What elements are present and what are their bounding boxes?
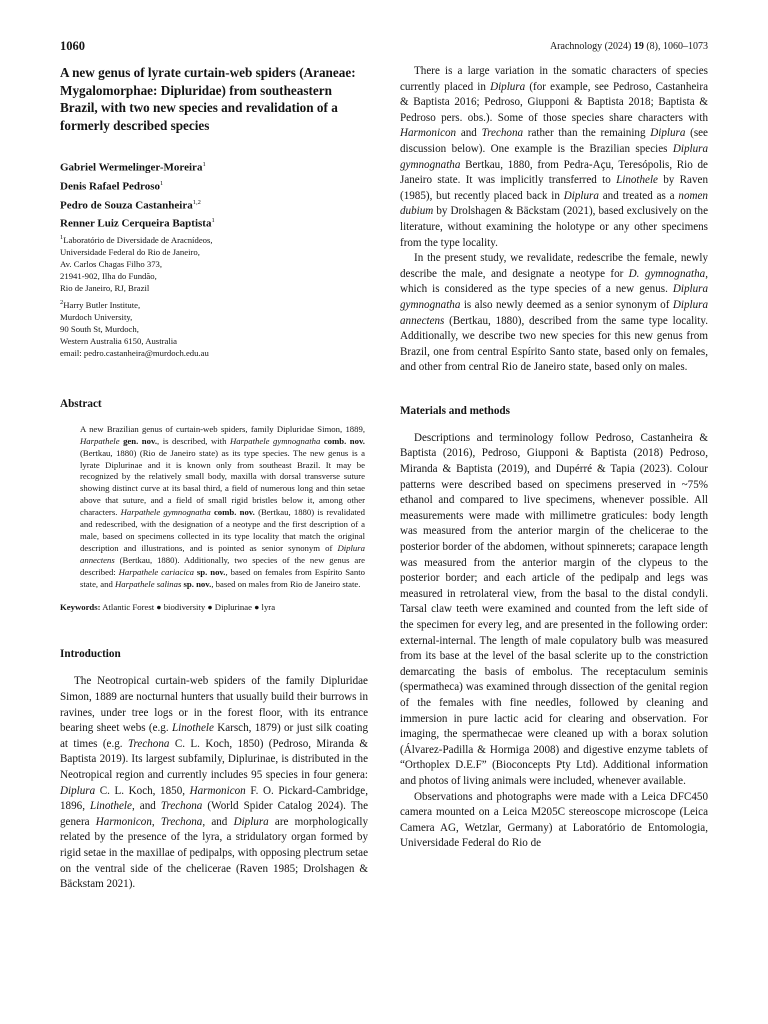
affiliation-2 — [60, 297, 368, 359]
author-name: Renner Luiz Cerqueira Baptista — [60, 218, 212, 230]
introduction-heading: Introduction — [60, 648, 121, 661]
affiliation-marker: 2 — [60, 299, 64, 307]
page-number: 1060 — [60, 39, 85, 53]
keywords-label: Keywords: — [60, 601, 101, 612]
right-column — [400, 64, 708, 852]
affiliation-line: Western Australia 6150, Australia — [60, 336, 178, 347]
left-column — [60, 64, 368, 893]
introduction-paragraph: There is a large variation in the somatic characters of species currently placed in Diplura (for example, see Pedroso, Castanheira & Baptista 2016; Pedroso, Giupponi & Baptista 2018; Baptista & Pedroso pers. obs.). Some of those species share characters with Harmonicon and Trechona rather than the remaining Diplura (see discussion below). One example is the Brazilian species Diplura gymnognatha Bertkau, 1880, from Pedra-Açu, Teresópolis, Rio de Janeiro state. It was implicitly transferred to Linothele by Raven (1985), but recently placed back in Diplura and treated as a nomen dubium by Drolshagen & Bäckstam (2021), based exclusively on the literature, without examining the holotype or any other specimens from the type locality. — [400, 65, 708, 249]
keywords — [60, 602, 368, 614]
affiliation-line: Laboratório de Diversidade de Aracnídeos, — [63, 234, 213, 245]
author-affiliation-marker: 1 — [160, 180, 164, 188]
article-title: A new genus of lyrate curtain-web spiders (Araneae: Mygalomorphae: Dipluridae) from southeastern Brazil, with two new species and revalidation of a formerly described species — [60, 65, 356, 133]
affiliation-marker: 1 — [60, 234, 64, 241]
abstract-heading: Abstract — [60, 397, 102, 410]
affiliation-line: Rio de Janeiro, RJ, Brazil — [60, 282, 150, 293]
journal-name: Arachnology (2024) — [549, 41, 634, 52]
affiliation-1 — [60, 232, 368, 294]
author-name: Denis Rafael Pedroso — [60, 180, 161, 193]
corresponding-email[interactable]: email: pedro.castanheira@murdoch.edu.au — [60, 347, 209, 358]
affiliation-line: 21941-902, Ilha do Fundão, — [60, 270, 157, 281]
affiliation-line: Universidade Federal do Rio de Janeiro, — [60, 246, 200, 257]
materials-paragraph: Descriptions and terminology follow Pedroso, Castanheira & Baptista (2016), Pedroso, Giupponi & Baptista (2018) Pedroso, Miranda & Baptista (2019), and Dupérré & Tapia (2023). Colour patterns were described based on specimens preserved in ~75% ethanol and compared to live specimens, whenever possible. All measurements were made with millimetre graticules: body length was measured from the anterior margin of the chelicerae to the posterior border of the abdomen, without spinnerets; carapace length was measured from the anterior margin of the clypeus to the posterior border; and each article of the pedipalp and legs was measured in retrolateral view, from the basal to the distal condyli. Tarsal claw teeth were examined and counted from the left side of the specimen for every leg, and are presented in the following order: external-internal. The length of male copulatory bulb was measured from its base at the level of the basal sclerite up to the constriction demarcating the basis of embolus. The receptaculum seminis (spermatheca) was examined through dissection of the genital region of the females with fine needles, followed by cleaning and immersion in pure lactic acid for clearing and observation. For imaging, the spermathecae were cleaned up with a borax solution (Álvarez-Padilla & Hormiga 2008) and digestive enzyme tablets of “Orthoplex D.E.F” (Bioconcepts Pty Ltd). Additional information and photos of living animals were included, whenever available. — [400, 431, 708, 787]
author-affiliation-marker: 1,2 — [192, 198, 201, 206]
author-name: Gabriel Wermelinger-Moreira — [60, 162, 203, 175]
materials-methods-heading: Materials and methods — [400, 404, 511, 417]
introduction-paragraph: In the present study, we revalidate, redescribe the female, newly describe the male, and designate a neotype for D. gymnognatha, which is considered as the type species of a new genus. Diplura gymnognatha is also newly deemed as a senior synonym of Diplura annectens (Bertkau, 1880), described from the same type locality. Additionally, we describe two new species for this new genus from Brazil, one from central Espírito Santo state, based only on females, and other from central Rio de Janeiro state, based only on males. — [400, 252, 708, 374]
affiliation-line: Av. Carlos Chagas Filho 373, — [60, 258, 163, 269]
affiliation-line: Murdoch University, — [60, 312, 133, 323]
abstract-text: A new Brazilian genus of curtain-web spiders, family Dipluridae Simon, 1889, Harpathele gen. nov., is described, with Harpathele gymnognatha comb. nov. (Bertkau, 1880) (Rio de Janeiro state) as its type species. The new genus is a lyrate Diplurinae and it is known only from southeast Brazil. It may be recognized by the relatively small body, maxilla with dorsal transverse suture showing distinct curve at its basal third, a field of numerous long and thin setae above that suture, and a field of small rigid bristles below it, among other characters. Harpathele gymnognatha comb. nov. (Bertkau, 1880) is revalidated and redescribed, with the designation of a neotype and the first description of a male, based on specimens collected in its type locality that match the original description and illustrations, and is pointed as senior synonym of Diplura annectens (Bertkau, 1880). Additionally, two species of the new genus are described: Harpathele cariacica sp. nov., based on females from Espírito Santo state, and Harpathele salinas sp. nov., based on males from Rio de Janeiro state. — [80, 423, 365, 589]
author-name: Pedro de Souza Castanheira — [60, 199, 193, 212]
introduction-paragraph: The Neotropical curtain-web spiders of the family Dipluridae Simon, 1889 are nocturnal hunters that usually build their burrows in ravines, under tree logs or in the forest floor, with its entrance bearing sheet webs (e.g. Linothele Karsch, 1879) or just silk coating at times (e.g. Trechona C. L. Koch, 1850) (Pedroso, Miranda & Baptista 2019). Its largest subfamily, Diplurinae, is distributed in the Neotropical region and currently includes 95 species in four genera: Diplura C. L. Koch, 1850, Harmonicon F. O. Pickard-Cambridge, 1896, Linothele, and Trechona (World Spider Catalog 2024). The genera Harmonicon, Trechona, and Diplura are morphologically related by the presence of the lyra, a stridulatory organ formed by rigid setae in the maxillae of pedipalps, with opposing plectrum setae on the ventral side of the chelicerae (Raven 1985; Drolshagen & Bäckstam 2021). — [60, 675, 369, 891]
materials-paragraph: Observations and photographs were made with a Leica DFC450 camera mounted on a Leica M205C stereoscope microscope (Leica Camera AG, Wetzlar, Germany) at Laboratório de Entomologia, Universidade Federal do Rio de — [400, 790, 708, 850]
author-affiliation-marker: 1 — [211, 217, 215, 225]
author-affiliation-marker: 1 — [202, 161, 206, 169]
affiliation-line: 90 South St, Murdoch, — [60, 324, 139, 335]
journal-citation — [550, 41, 708, 52]
journal-issue-pages: (8), 1060–1073 — [643, 41, 708, 52]
journal-volume: 19 — [633, 41, 644, 52]
keywords-text: Atlantic Forest ● biodiversity ● Diplurinae ● lyra — [100, 601, 276, 612]
affiliation-line: Harry Butler Institute, — [63, 300, 141, 311]
author-list — [60, 157, 368, 232]
